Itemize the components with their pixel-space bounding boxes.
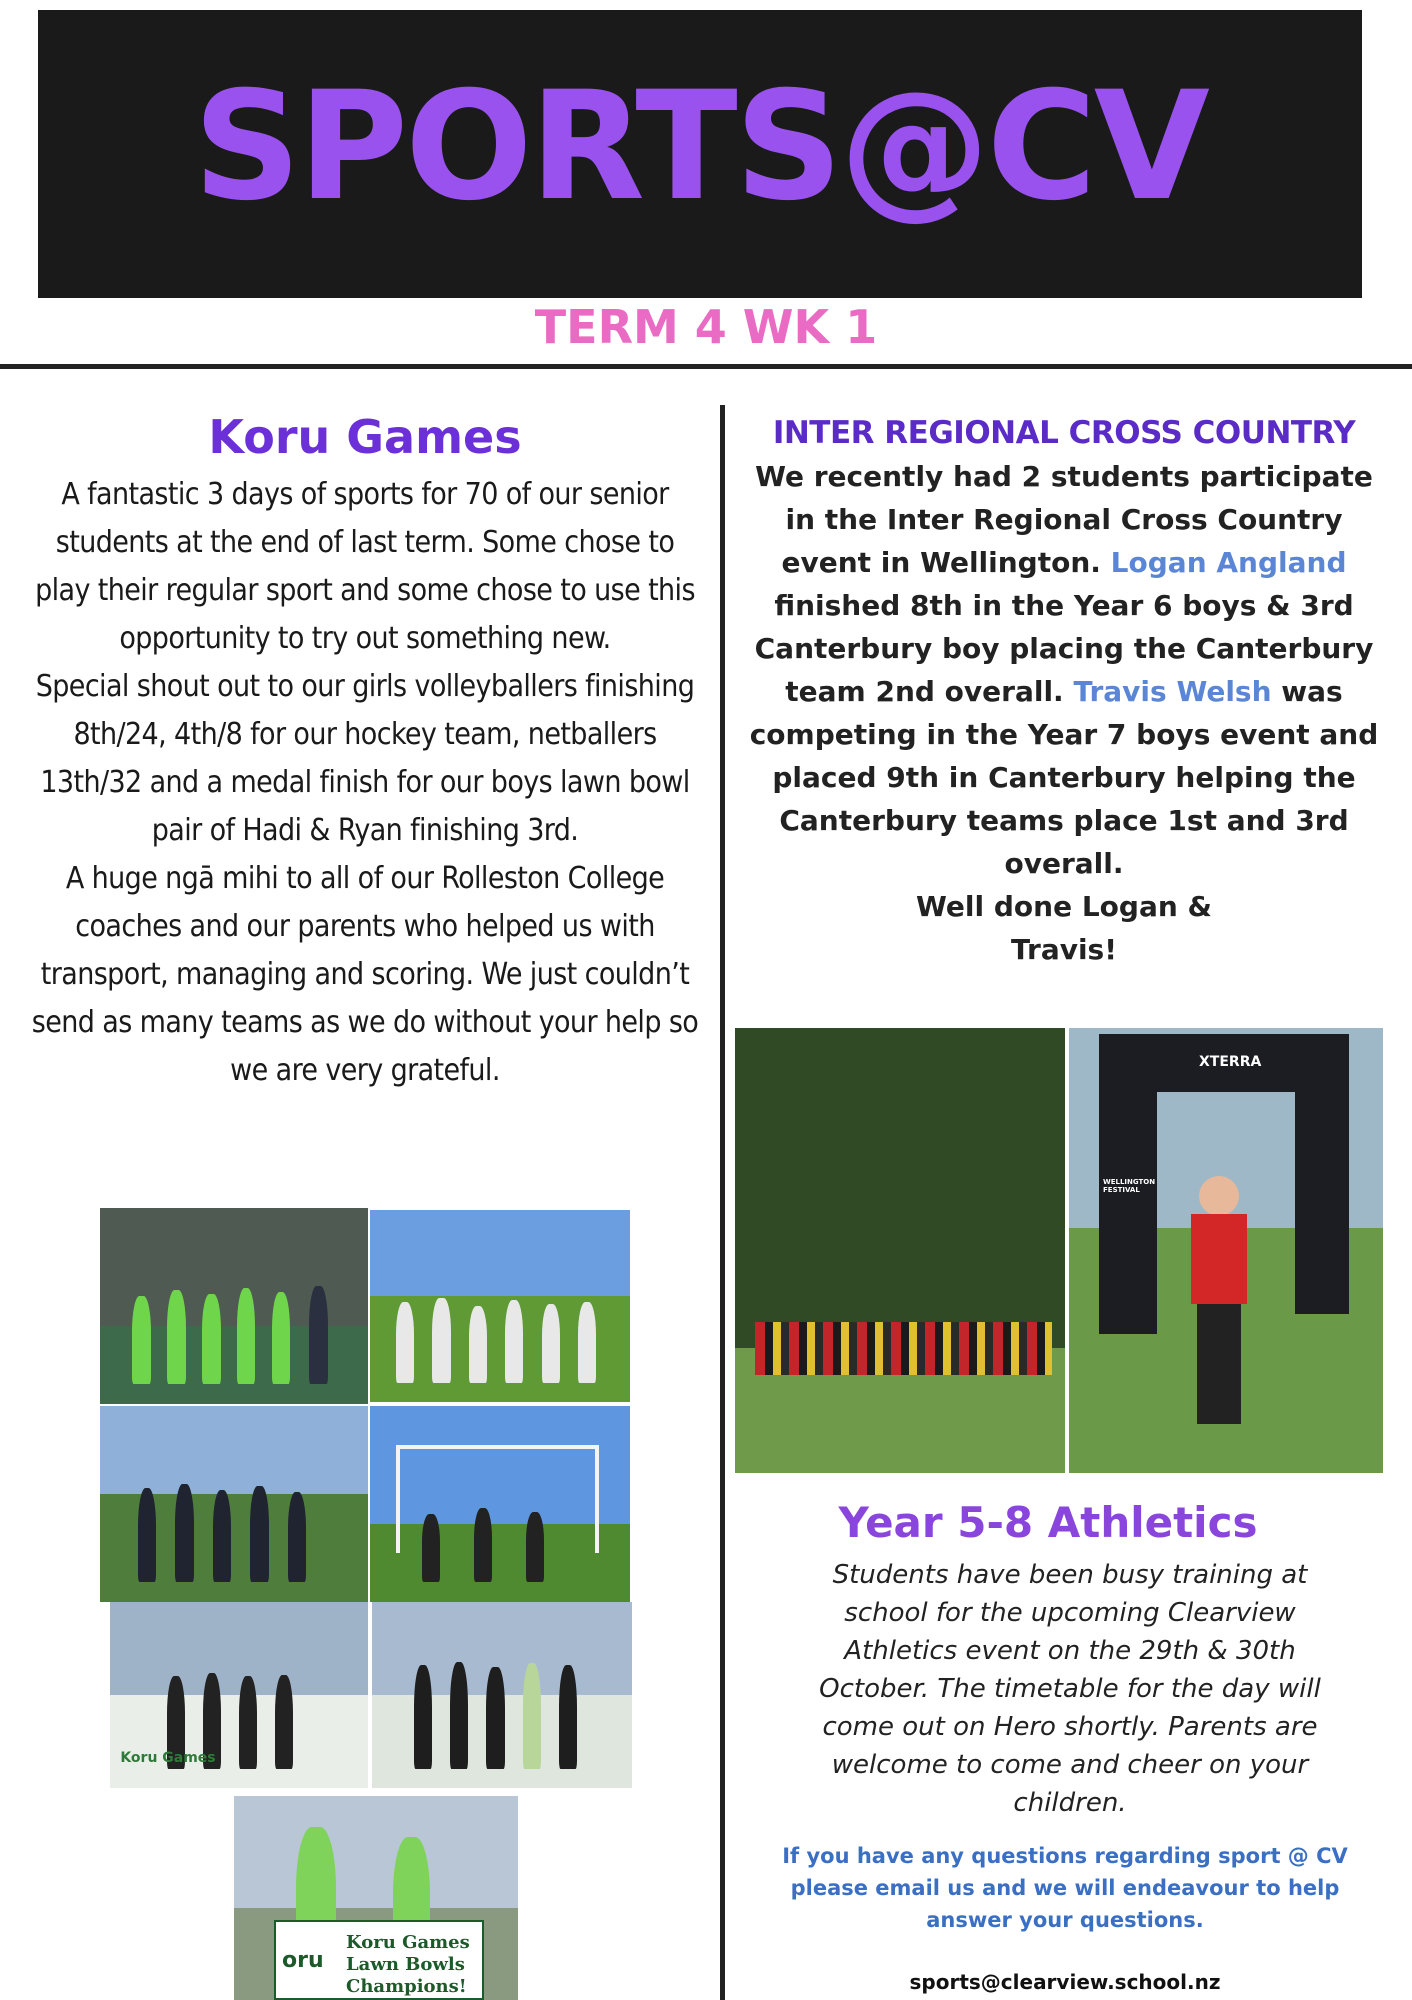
cross-country-section bbox=[738, 415, 1390, 971]
photo-cross-country bbox=[735, 1028, 1383, 1473]
closing-line-1: Well done Logan & bbox=[916, 890, 1212, 923]
cross-country-heading: INTER REGIONAL CROSS COUNTRY bbox=[772, 415, 1356, 451]
student-travis: Travis Welsh bbox=[1073, 675, 1272, 708]
photo-finish-arch bbox=[1069, 1028, 1383, 1473]
header-banner bbox=[38, 10, 1362, 298]
koru-paragraph-2: Special shout out to our girls volleyballers finishing 8th/24, 4th/8 for our hockey team, netballers 13th/32 and a medal finish for our boys lawn bowl pair of Hadi & Ryan finishing 3rd. bbox=[35, 669, 695, 849]
photo-netball-team bbox=[100, 1208, 368, 1404]
page-title: SPORTS@CV bbox=[193, 60, 1207, 234]
xterra-logo: XTERRA bbox=[1199, 1054, 1262, 1070]
contact-note: If you have any questions regarding sport @ CV please email us and we will endeavour to help answer your questions. bbox=[782, 1844, 1348, 1932]
term-subtitle: TERM 4 WK 1 bbox=[534, 300, 878, 354]
photo-runners-start bbox=[735, 1028, 1065, 1473]
koru-games-section bbox=[30, 410, 700, 1095]
lawn-bowls-sign bbox=[274, 1920, 484, 2000]
horizontal-divider bbox=[0, 364, 1412, 369]
column-divider bbox=[720, 405, 725, 2000]
photo-boys-team bbox=[372, 1602, 632, 1788]
koru-banner-logo: Koru Games bbox=[120, 1749, 216, 1766]
student-logan: Logan Angland bbox=[1110, 546, 1347, 579]
arch-sub-label: WELLINGTON FESTIVAL bbox=[1103, 1178, 1156, 1194]
koru-paragraph-3: A huge ngā mihi to all of our Rolleston College coaches and our parents who helped us with transport, managing and scoring. We just couldn’t send as many teams as we do without your help so we are very grateful. bbox=[31, 861, 699, 1089]
athletics-heading: Year 5-8 Athletics bbox=[838, 1498, 1258, 1547]
photo-lawn-bowls-champions bbox=[234, 1796, 518, 2000]
photo-hockey-team bbox=[100, 1406, 368, 1602]
photo-koru-banner-team bbox=[110, 1602, 368, 1788]
contact-email[interactable]: sports@clearview.school.nz bbox=[909, 1970, 1221, 1994]
koru-games-body bbox=[30, 471, 700, 1095]
photo-football-goal bbox=[370, 1406, 630, 1602]
koru-games-heading: Koru Games bbox=[208, 410, 522, 464]
sign-text: Koru Games Lawn Bowls Champions! bbox=[346, 1932, 470, 1997]
athletics-body: Students have been busy training at school for the upcoming Clearview Athletics event on the 29th & 30th October. The timetable for the day will come out on Hero shortly. Parents are welcome to come and cheer on your children. bbox=[819, 1560, 1321, 1818]
photo-volleyball-team bbox=[370, 1210, 630, 1402]
closing-line-2: Travis! bbox=[1010, 933, 1117, 966]
koru-paragraph-1: A fantastic 3 days of sports for 70 of our senior students at the end of last term. Some chose to play their regular sport and some chose to use this opportunity to try out something new. bbox=[35, 477, 695, 657]
cross-country-body: We recently had 2 students participate in the Inter Regional Cross Country event in Wellington. Logan Angland finished 8th in the Year 6 boys & 3rd Canterbury boy placing the Canterbury team 2nd overall. Travis Welsh was competing in the Year 7 boys event and placed 9th in Canterbury helping the Canterbury teams place 1st and 3rd overall. Well done Logan & Travis! bbox=[738, 455, 1390, 971]
sign-logo: oru bbox=[282, 1948, 324, 1973]
